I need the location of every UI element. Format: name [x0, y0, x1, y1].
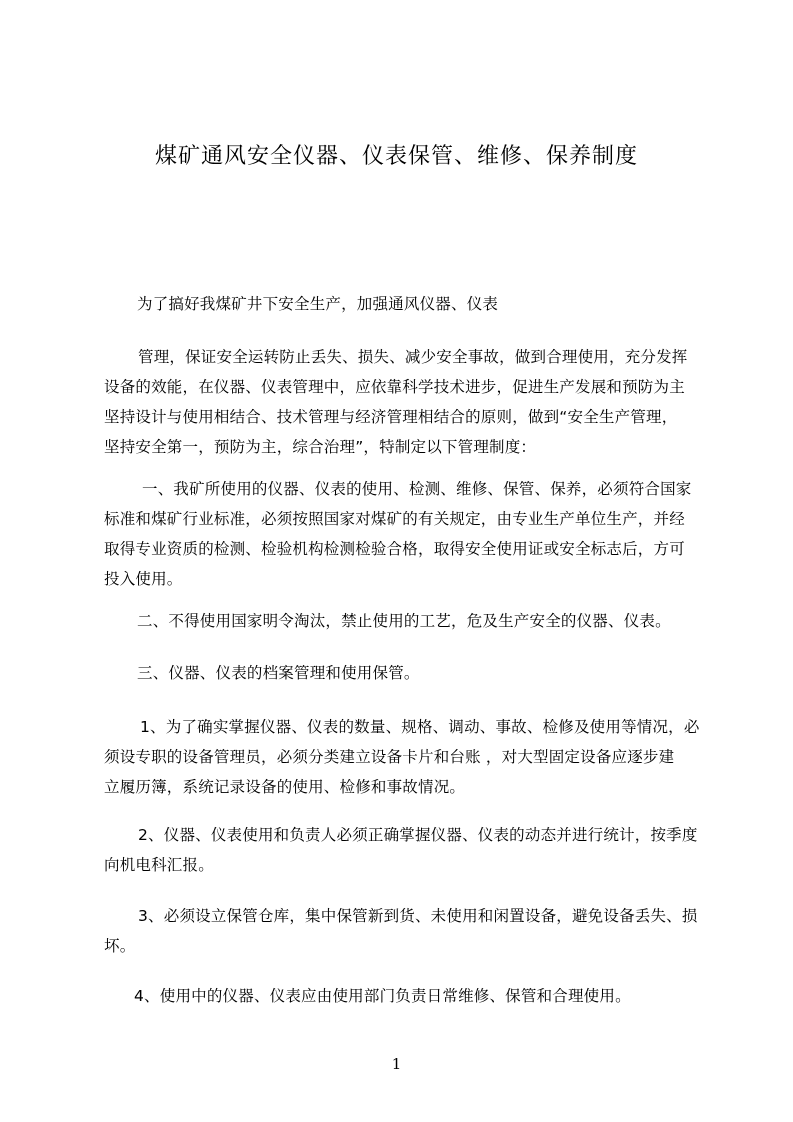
sub-item-2-line: 2、仪器、仪表使用和负责人必须正确掌握仪器、仪表的动态并进行统计，按季度	[138, 826, 698, 844]
sub-item-4-paragraph	[134, 981, 631, 1011]
item-1-paragraph	[104, 474, 692, 594]
sub-item-2-line: 向机电科汇报。	[104, 856, 214, 874]
sub-item-3-line: 坏。	[104, 937, 136, 955]
sub-item-4-line: 4、使用中的仪器、仪表应由使用部门负责日常维修、保管和合理使用。	[134, 987, 631, 1005]
intro-paragraph	[137, 289, 498, 319]
item-3-paragraph	[137, 658, 420, 688]
item-1-line: 取得专业资质的检测、检验机构检测检验合格，取得安全使用证或安全标志后，方可	[104, 540, 685, 558]
item-1-line: 一、我矿所使用的仪器、仪表的使用、检测、维修、保管、保养，必须符合国家	[142, 480, 692, 498]
document-title: 煤矿通风安全仪器、仪表保管、维修、保养制度	[154, 144, 638, 169]
sub-item-2-paragraph	[104, 820, 698, 880]
item-1-line: 投入使用。	[104, 570, 183, 588]
sub-item-3-paragraph	[104, 901, 698, 961]
paragraph-1	[104, 342, 688, 462]
item-1-line: 标准和煤矿行业标准，必须按照国家对煤矿的有关规定，由专业生产单位生产，并经	[104, 510, 685, 528]
item-2-paragraph	[137, 606, 671, 636]
item-3-line: 三、仪器、仪表的档案管理和使用保管。	[137, 664, 420, 682]
sub-item-3-line: 3、必须设立保管仓库，集中保管新到货、未使用和闲置设备，避免设备丢失、损	[138, 907, 698, 925]
sub-item-1-paragraph	[104, 712, 700, 802]
sub-item-1-line: 1、为了确实掌握仪器、仪表的数量、规格、调动、事故、检修及使用等情况，必	[140, 718, 700, 736]
sub-item-1-line: 须设专职的设备管理员，必须分类建立设备卡片和台账 ，对大型固定设备应逐步建	[104, 748, 675, 766]
item-2-line: 二、不得使用国家明令淘汰，禁止使用的工艺，危及生产安全的仪器、仪表。	[137, 612, 671, 630]
sub-item-1-line: 立履历簿，系统记录设备的使用、检修和事故情况。	[104, 778, 466, 796]
paragraph-1-line: 坚持设计与使用相结合、技术管理与经济管理相结合的原则，做到“安全生产管理，	[104, 408, 678, 426]
intro-line: 为了搞好我煤矿井下安全生产，加强通风仪器、仪表	[137, 295, 499, 313]
page-number: 1	[391, 1055, 402, 1073]
paragraph-1-line: 管理，保证安全运转防止丢失、损失、减少安全事故，做到合理使用，充分发挥	[138, 348, 688, 366]
paragraph-1-line: 设备的效能，在仪器、仪表管理中，应依靠科学技术进步，促进生产发展和预防为主	[104, 378, 685, 396]
paragraph-1-line: 坚持安全第一，预防为主，综合治理”，特制定以下管理制度：	[104, 438, 537, 456]
